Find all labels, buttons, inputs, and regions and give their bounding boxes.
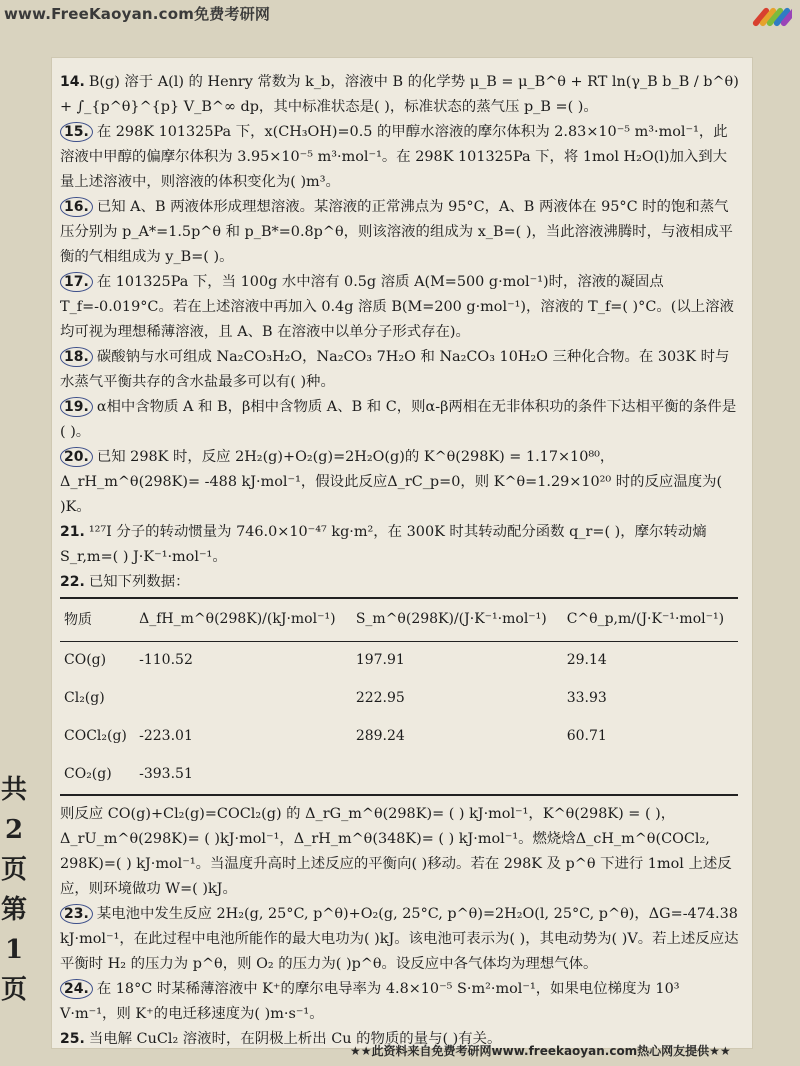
table-cell: CO₂(g)	[60, 756, 135, 795]
table-cell: 197.91	[355, 652, 405, 668]
table-cell	[352, 756, 563, 795]
question-text: 某电池中发生反应 2H₂(g, 25°C, p^θ)+O₂(g, 25°C, p^θ)=2H₂O(l, 25°C, p^θ)，ΔG=-474.38 kJ·mol⁻¹，在此过程中电池所能作的最大电功为( )kJ。该电池可表示为( )，其电动势为( )V。若上述反应达平衡时 H₂ 的压力为 p^θ，则 O₂ 的压力为( )p^θ。设反应中各气体均为理想气体。	[60, 906, 739, 972]
question-number: 16.	[60, 197, 93, 217]
header-watermark: www.FreeKaoyan.com免费考研网	[4, 5, 271, 23]
footer-watermark: ★★此资料来自免费考研网www.freekaoyan.com热心网友提供★★	[350, 1044, 731, 1058]
table-cell: CO(g)	[64, 652, 107, 668]
site-logo	[752, 2, 792, 36]
question-number: 20.	[60, 447, 93, 467]
question-20	[60, 445, 740, 520]
table-cell: Cl₂(g)	[64, 690, 105, 706]
table-cell: 222.95	[355, 690, 405, 706]
question-text: B(g) 溶于 A(l) 的 Henry 常数为 k_b，溶液中 B 的化学势 μ_B = μ_B^θ + RT ln(γ_B b_B / b^θ) + ∫_{p^θ}^{p} V_B^∞ dp，其中标准状态是( )，标准状态的蒸气压 p_B =( )。	[60, 74, 739, 115]
table-cell	[135, 680, 352, 718]
table-cell: 33.93	[566, 690, 607, 706]
question-23	[60, 902, 740, 977]
question-text: 碳酸钠与水可组成 Na₂CO₃H₂O，Na₂CO₃ 7H₂O 和 Na₂CO₃ 10H₂O 三种化合物。在 303K 时与水蒸气平衡共存的含水盐最多可以有( )种。	[60, 349, 730, 390]
question-number: 21.	[60, 524, 85, 540]
question-number: 23.	[60, 904, 93, 924]
exam-content	[60, 70, 740, 1052]
question-number: 17.	[60, 272, 93, 292]
table-header-cell: S_m^θ(298K)/(J·K⁻¹·mol⁻¹)	[352, 598, 563, 642]
page-indicator: 共2页第1页	[0, 775, 27, 1005]
table-row	[60, 680, 738, 718]
question-text: α相中含物质 A 和 B，β相中含物质 A、B 和 C，则α-β两相在无非体积功的条件下达相平衡的条件是( )。	[60, 399, 737, 440]
table-cell: -110.52	[139, 652, 193, 668]
question-19	[60, 395, 740, 445]
question-14	[60, 70, 740, 120]
question-17	[60, 270, 740, 345]
table-header-cell: C^θ_p,m/(J·K⁻¹·mol⁻¹)	[563, 598, 738, 642]
question-number: 19.	[60, 397, 93, 417]
thermo-data-table	[60, 597, 738, 796]
table-cell: 289.24	[355, 728, 405, 744]
question-text: 已知 298K 时，反应 2H₂(g)+O₂(g)=2H₂O(g)的 K^θ(298K) = 1.17×10⁸⁰，Δ_rH_m^θ(298K)= -488 kJ·mol⁻¹，假设此反应Δ_rC_p=0，则 K^θ=1.29×10²⁰ 时的反应温度为( )K。	[60, 449, 723, 515]
question-text: 已知下列数据：	[88, 574, 190, 590]
question-number: 15.	[60, 122, 93, 142]
question-22	[60, 570, 740, 595]
question-text: 已知 A、B 两液体形成理想溶液。某溶液的正常沸点为 95°C，A、B 两液体在 95°C 时的饱和蒸气压分别为 p_A*=1.5p^θ 和 p_B*=0.8p^θ，则该溶液的组成为 x_B=( )，当此溶液沸腾时，与液相成平衡的气相组成为 y_B=( )。	[60, 199, 733, 265]
question-24	[60, 977, 740, 1027]
table-header-cell: Δ_fH_m^θ(298K)/(kJ·mol⁻¹)	[135, 598, 352, 642]
table-cell: 29.14	[566, 652, 607, 668]
question-number: 24.	[60, 979, 93, 999]
question-text: 当电解 CuCl₂ 溶液时，在阴极上析出 Cu 的物质的量与( )有关。	[88, 1031, 502, 1047]
table-row	[60, 756, 738, 795]
table-cell: -393.51	[135, 756, 352, 795]
table-header-cell: 物质	[60, 598, 135, 642]
question-number: 14.	[60, 74, 85, 90]
table-cell: -223.01	[139, 728, 193, 744]
table-row	[60, 718, 738, 756]
question-18	[60, 345, 740, 395]
table-cell: 60.71	[566, 728, 607, 744]
question-text: 在 298K 101325Pa 下，x(CH₃OH)=0.5 的甲醇水溶液的摩尔体积为 2.83×10⁻⁵ m³·mol⁻¹，此溶液中甲醇的偏摩尔体积为 3.95×10⁻⁵ m³·mol⁻¹。在 298K 101325Pa 下，将 1mol H₂O(l)加入到大量上述溶液中，则溶液的体积变化为( )m³。	[60, 124, 728, 190]
table-cell	[563, 756, 738, 795]
question-15	[60, 120, 740, 195]
question-16	[60, 195, 740, 270]
table-cell: COCl₂(g)	[64, 728, 127, 744]
question-number: 22.	[60, 574, 85, 590]
question-text: 在 101325Pa 下，当 100g 水中溶有 0.5g 溶质 A(M=500 g·mol⁻¹)时，溶液的凝固点 T_f=-0.019°C。若在上述溶液中再加入 0.4g 溶质 B(M=200 g·mol⁻¹)，溶液的 T_f=( )°C。(以上溶液均可视为理想稀薄溶液，且 A、B 在溶液中以单分子形式存在)。	[60, 274, 734, 340]
question-number: 18.	[60, 347, 93, 367]
table-row	[60, 642, 738, 681]
question-text: 在 18°C 时某稀薄溶液中 K⁺的摩尔电导率为 4.8×10⁻⁵ S·m²·mol⁻¹，如果电位梯度为 10³ V·m⁻¹，则 K⁺的电迁移速度为( )m·s⁻¹。	[60, 981, 680, 1022]
question-22-continuation: 则反应 CO(g)+Cl₂(g)=COCl₂(g) 的 Δ_rG_m^θ(298K)= ( ) kJ·mol⁻¹，K^θ(298K) = ( )，Δ_rU_m^θ(298K)= ( )kJ·mol⁻¹，Δ_rH_m^θ(348K)= ( ) kJ·mol⁻¹。燃烧焓Δ_cH_m^θ(COCl₂, 298K)=( ) kJ·mol⁻¹。当温度升高时上述反应的平衡向( )移动。若在 298K 及 p^θ 下进行 1mol 上述反应，则环境做功 W=( )kJ。	[60, 806, 732, 897]
question-number: 25.	[60, 1031, 85, 1047]
question-text: ¹²⁷I 分子的转动惯量为 746.0×10⁻⁴⁷ kg·m²，在 300K 时其转动配分函数 q_r=( )，摩尔转动熵 S_r,m=( ) J·K⁻¹·mol⁻¹。	[60, 524, 707, 565]
question-21	[60, 520, 740, 570]
table-header-row	[60, 598, 738, 642]
